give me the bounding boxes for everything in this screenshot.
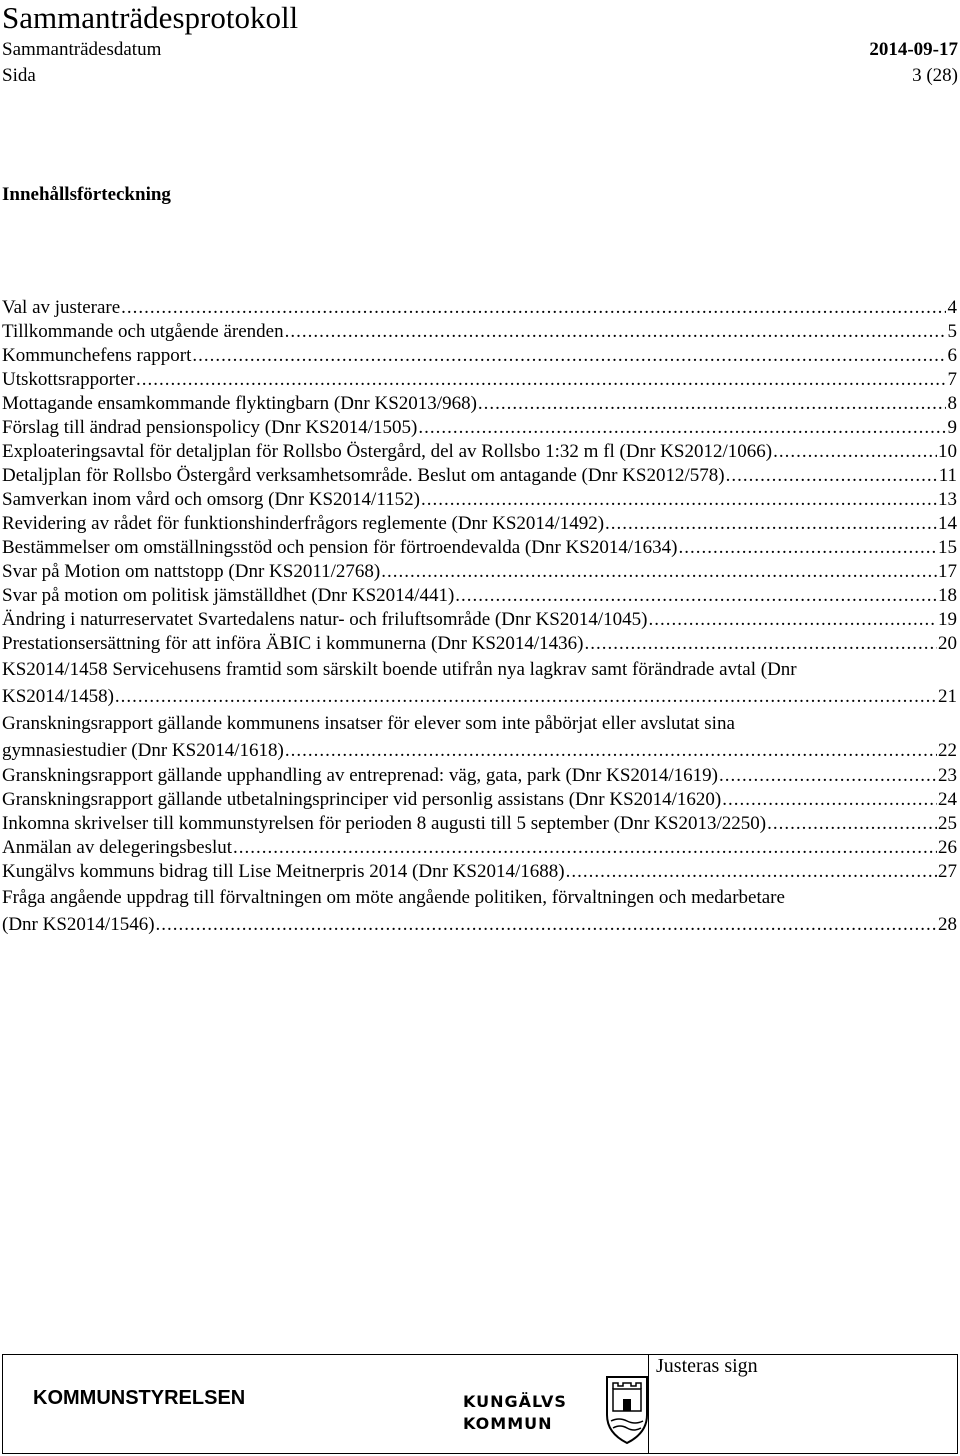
toc-dot-leader (678, 536, 937, 560)
toc-entry[interactable] (2, 560, 957, 584)
toc-entry[interactable] (2, 488, 957, 512)
table-of-contents (2, 296, 957, 938)
toc-dot-leader (192, 344, 946, 368)
coat-of-arms-icon (603, 1375, 651, 1445)
logo-text-line2: KOMMUN (463, 1414, 553, 1433)
toc-dot-leader (156, 911, 937, 938)
toc-entry-page: 18 (938, 585, 957, 606)
toc-entry-title: Granskningsrapport gällande upphandling av entreprenad: väg, gata, park (Dnr KS2014/1619) (2, 765, 718, 786)
toc-entry-page: 13 (938, 489, 957, 510)
toc-dot-leader (233, 836, 937, 860)
toc-entry-page: 5 (947, 321, 957, 342)
toc-entry-title: Samverkan inom vård och omsorg (Dnr KS2014/1152) (2, 489, 420, 510)
toc-entry-page: 25 (938, 813, 957, 834)
toc-entry[interactable] (2, 440, 957, 464)
toc-entry-page: 9 (947, 417, 957, 438)
toc-entry-title: Utskottsrapporter (2, 369, 135, 390)
toc-entry[interactable] (2, 884, 957, 938)
meeting-date-label: Sammanträdesdatum (2, 39, 162, 60)
logo-text-line1: KUNGÄLVS (463, 1392, 567, 1411)
toc-entry-page: 17 (938, 561, 957, 582)
meeting-date-value: 2014-09-17 (869, 39, 958, 60)
toc-dot-leader (773, 440, 937, 464)
toc-dot-leader (418, 416, 946, 440)
toc-entry[interactable] (2, 764, 957, 788)
toc-dot-leader (421, 488, 937, 512)
toc-dot-leader (115, 683, 937, 710)
toc-entry[interactable] (2, 512, 957, 536)
toc-entry-title: Mottagande ensamkommande flyktingbarn (Dnr KS2013/968) (2, 393, 477, 414)
municipality-logo (463, 1375, 663, 1449)
toc-entry-page: 20 (938, 633, 957, 654)
toc-dot-leader (605, 512, 937, 536)
toc-dot-leader (767, 812, 937, 836)
toc-entry-title: Bestämmelser om omställningsstöd och pension för förtroendevalda (Dnr KS2014/1634) (2, 537, 678, 558)
toc-entry-title-line1: KS2014/1458 Servicehusens framtid som särskilt boende utifrån nya lagkrav samt förändrade avtal (Dnr (2, 659, 797, 680)
toc-entry-page: 28 (938, 914, 957, 935)
toc-entry-page: 26 (938, 837, 957, 858)
toc-entry-page: 21 (938, 686, 957, 707)
signature-label: Justeras sign (656, 1355, 758, 1377)
toc-entry-page: 14 (938, 513, 957, 534)
toc-entry-title: KS2014/1458) (2, 686, 114, 707)
toc-entry-title: Revidering av rådet för funktionshinderfrågors reglemente (Dnr KS2014/1492) (2, 513, 605, 534)
toc-entry-page: 24 (938, 789, 957, 810)
toc-entry-title-line1: Fråga angående uppdrag till förvaltningen om möte angående politiken, förvaltningen och medarbetare (2, 887, 785, 908)
toc-entry-page: 27 (938, 861, 957, 882)
page-value: 3 (28) (912, 65, 958, 86)
page-number-row (2, 64, 958, 88)
toc-entry-page: 22 (938, 740, 957, 761)
toc-entry[interactable] (2, 320, 957, 344)
toc-entry-title: Granskningsrapport gällande utbetalningsprinciper vid personlig assistans (Dnr KS2014/1620) (2, 789, 722, 810)
toc-entry[interactable] (2, 632, 957, 656)
toc-entry[interactable] (2, 368, 957, 392)
toc-dot-leader (719, 764, 937, 788)
toc-dot-leader (722, 788, 937, 812)
toc-entry-title: Svar på motion om politisk jämställdhet (Dnr KS2014/441) (2, 585, 455, 606)
toc-dot-leader (478, 392, 946, 416)
toc-entry-title-line1: Granskningsrapport gällande kommunens insatser för elever som inte påbörjat eller avslutat sina (2, 713, 735, 734)
meeting-date-row (2, 38, 958, 62)
document-title: Sammanträdesprotokoll (2, 0, 299, 35)
toc-entry[interactable] (2, 464, 957, 488)
toc-dot-leader (136, 368, 946, 392)
toc-entry-title: (Dnr KS2014/1546) (2, 914, 155, 935)
toc-entry-title: Val av justerare (2, 297, 121, 318)
toc-dot-leader (381, 560, 937, 584)
toc-dot-leader (285, 737, 937, 764)
toc-entry-title: Prestationsersättning för att införa ÄBIC i kommunerna (Dnr KS2014/1436) (2, 633, 584, 654)
toc-entry-page: 7 (947, 369, 957, 390)
toc-entry[interactable] (2, 536, 957, 560)
footer-divider (648, 1355, 649, 1453)
toc-entry[interactable] (2, 392, 957, 416)
toc-entry-title: Kommunchefens rapport (2, 345, 192, 366)
toc-entry[interactable] (2, 860, 957, 884)
toc-entry-page: 11 (938, 465, 957, 486)
toc-entry-title: Förslag till ändrad pensionspolicy (Dnr KS2014/1505) (2, 417, 418, 438)
toc-entry-page: 19 (938, 609, 957, 630)
footer-box (2, 1354, 958, 1454)
toc-entry-title: gymnasiestudier (Dnr KS2014/1618) (2, 740, 284, 761)
toc-entry[interactable] (2, 584, 957, 608)
toc-entry-title: Anmälan av delegeringsbeslut (2, 837, 233, 858)
toc-entry-title: Tillkommande och utgående ärenden (2, 321, 284, 342)
toc-dot-leader (585, 632, 937, 656)
toc-entry-title: Svar på Motion om nattstopp (Dnr KS2011/2768) (2, 561, 381, 582)
toc-entry[interactable] (2, 608, 957, 632)
organization-name: KOMMUNSTYRELSEN (33, 1387, 246, 1409)
toc-entry[interactable] (2, 296, 957, 320)
toc-entry-title: Kungälvs kommuns bidrag till Lise Meitnerpris 2014 (Dnr KS2014/1688) (2, 861, 565, 882)
toc-entry-title: Inkomna skrivelser till kommunstyrelsen för perioden 8 augusti till 5 september (Dnr KS2013/2250) (2, 813, 767, 834)
toc-entry-page: 23 (938, 765, 957, 786)
toc-entry-title: Exploateringsavtal för detaljplan för Rollsbo Östergård, del av Rollsbo 1:32 m fl (Dnr KS2012/1066) (2, 441, 773, 462)
toc-entry-page: 15 (938, 537, 957, 558)
toc-entry[interactable] (2, 812, 957, 836)
toc-entry-page: 6 (947, 345, 957, 366)
toc-entry[interactable] (2, 788, 957, 812)
toc-entry[interactable] (2, 656, 957, 710)
toc-dot-leader (455, 584, 937, 608)
toc-entry-page: 4 (947, 297, 957, 318)
toc-dot-leader (726, 464, 938, 488)
toc-entry[interactable] (2, 836, 957, 860)
toc-entry[interactable] (2, 710, 957, 764)
toc-entry-title: Ändring i naturreservatet Svartedalens natur- och friluftsområde (Dnr KS2014/1045) (2, 609, 648, 630)
toc-entry-page: 8 (947, 393, 957, 414)
toc-dot-leader (121, 296, 946, 320)
toc-dot-leader (285, 320, 946, 344)
toc-entry-title: Detaljplan för Rollsbo Östergård verksamhetsområde. Beslut om antagande (Dnr KS2012/578) (2, 465, 725, 486)
toc-entry-page: 10 (938, 441, 957, 462)
toc-dot-leader (648, 608, 937, 632)
toc-heading: Innehållsförteckning (2, 184, 171, 205)
toc-entry[interactable] (2, 344, 957, 368)
toc-entry[interactable] (2, 416, 957, 440)
toc-dot-leader (566, 860, 937, 884)
page-label: Sida (2, 65, 36, 86)
